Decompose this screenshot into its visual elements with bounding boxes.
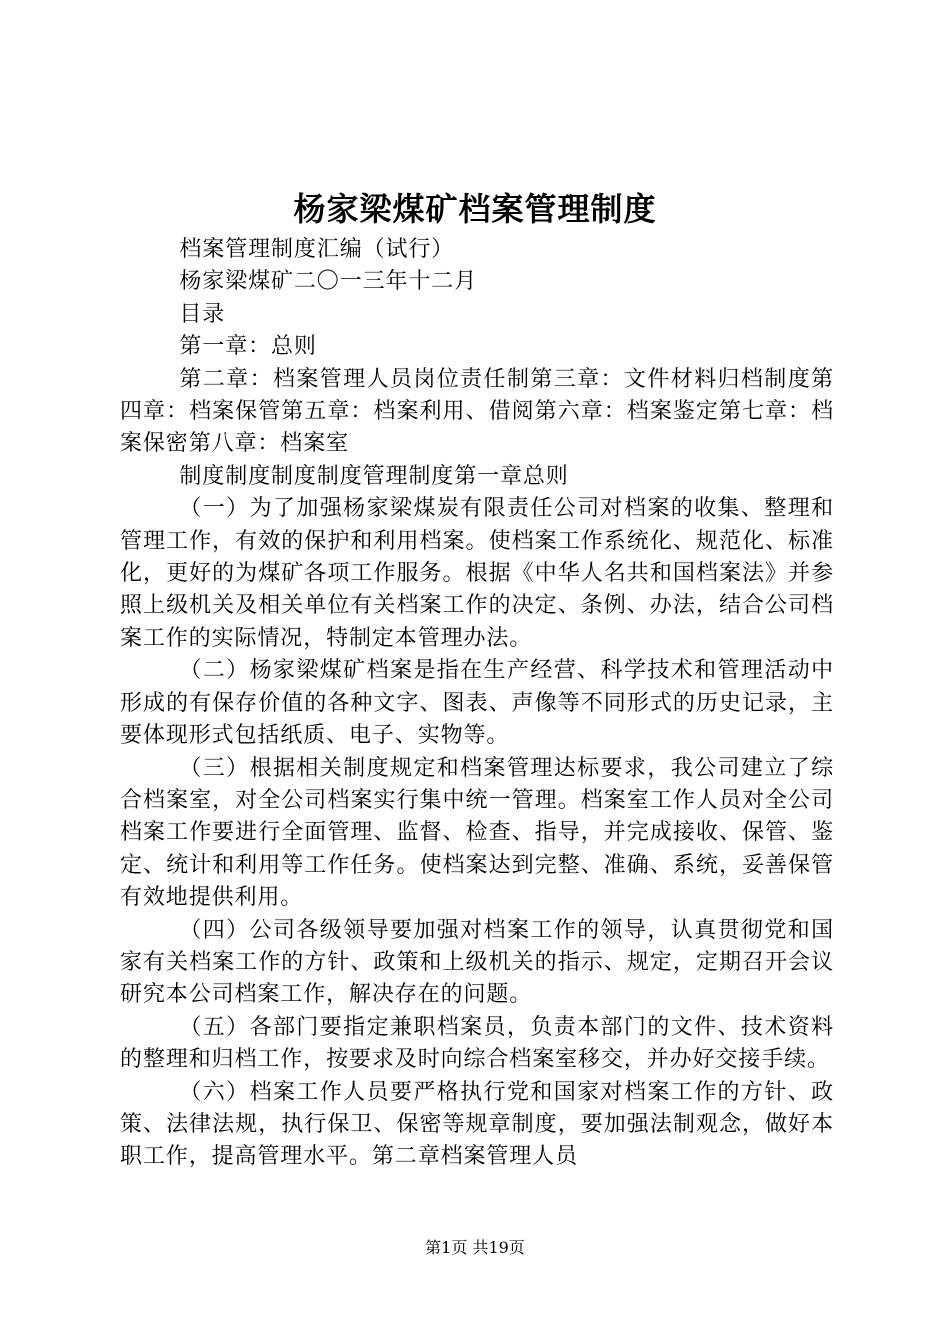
paragraph-chapter-one: 第一章：总则 (179, 334, 317, 360)
paragraph-article-2: （二）杨家梁煤矿档案是指在生产经营、科学技术和管理活动中形成的有保存价值的各种文字、图表、声像等不同形式的历史记录，主要体现形式包括纸质、电子、实物等。 (120, 658, 834, 749)
paragraph-chapter-list: 第二章：档案管理人员岗位责任制第三章：文件材料归档制度第四章：档案保管第五章：档案利用、借阅第六章：档案鉴定第七章：档案保密第八章：档案室 (120, 366, 834, 457)
paragraph-contents-heading: 目录 (179, 301, 226, 327)
paragraph-date: 杨家梁煤矿二〇一三年十二月 (179, 269, 478, 295)
paragraph-article-1: （一）为了加强杨家梁煤炭有限责任公司对档案的收集、整理和管理工作，有效的保护和利用档案。使档案工作系统化、规范化、标准化，更好的为煤矿各项工作服务。根据《中华人名共和国档案法》并参照上级机关及相关单位有关档案工作的决定、条例、办法，结合公司档案工作的实际情况，特制定本管理办法。 (120, 496, 834, 651)
page-number-footer: 第1页 共19页 (425, 1238, 525, 1257)
paragraph-article-4: （四）公司各级领导要加强对档案工作的领导，认真贯彻党和国家有关档案工作的方针、政策和上级机关的指示、规定，定期召开会议研究本公司档案工作，解决存在的问题。 (120, 917, 834, 1008)
document-title: 杨家梁煤矿档案管理制度 (293, 190, 657, 228)
paragraph-article-3: （三）根据相关制度规定和档案管理达标要求，我公司建立了综合档案室，对全公司档案实行集中统一管理。档案室工作人员对全公司档案工作要进行全面管理、监督、检查、指导，并完成接收、保管、鉴定、统计和利用等工作任务。使档案达到完整、准确、系统，妥善保管有效地提供利用。 (120, 755, 834, 911)
paragraph-article-5: （五）各部门要指定兼职档案员，负责本部门的文件、技术资料的整理和归档工作，按要求及时向综合档案室移交，并办好交接手续。 (120, 1014, 834, 1073)
document-body (120, 234, 834, 1174)
paragraph-subtitle: 档案管理制度汇编（试行） (179, 237, 455, 262)
paragraph-article-6: （六）档案工作人员要严格执行党和国家对档案工作的方针、政策、法律法规，执行保卫、保密等规章制度，要加强法制观念，做好本职工作，提高管理水平。第二章档案管理人员 (120, 1079, 834, 1170)
paragraph-chapter-heading: 制度制度制度制度管理制度第一章总则 (179, 463, 569, 489)
